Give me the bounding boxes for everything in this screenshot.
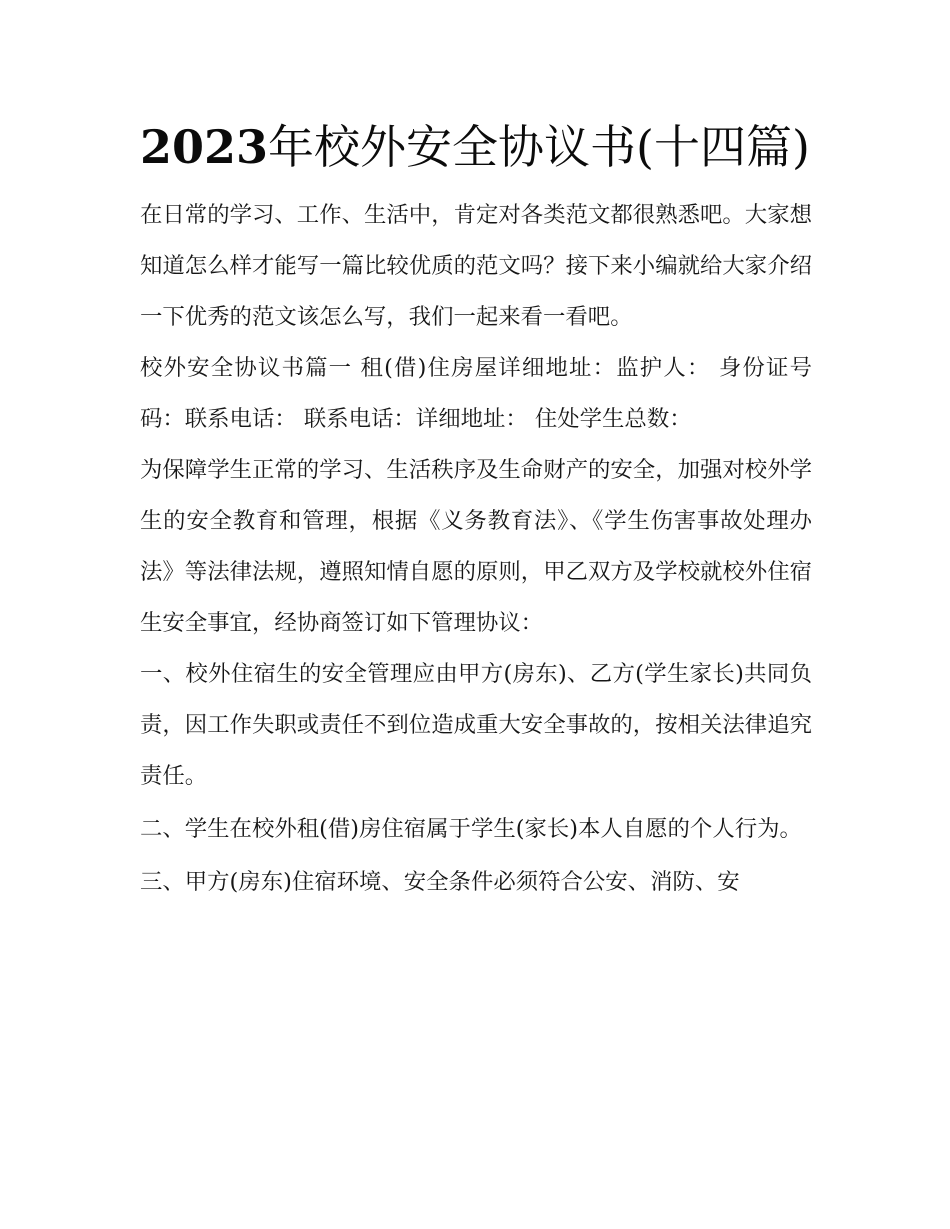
clause-3-paragraph: 三、甲方(房东)住宿环境、安全条件必须符合公安、消防、安 — [140, 869, 740, 895]
agreement-header-paragraph: 校外安全协议书篇一 租(借)住房屋详细地址：监护人： 身份证号码：联系电话： 联系电话：详细地址： 住处学生总数： — [140, 355, 812, 432]
title-text: 年校外安全协议书(十四篇) — [268, 120, 810, 174]
document-title — [140, 108, 812, 186]
intro-paragraph: 在日常的学习、工作、生活中，肯定对各类范文都很熟悉吧。大家想知道怎么样才能写一篇比较优质的范文吗？接下来小编就给大家介绍一下优秀的范文该怎么写，我们一起来看一看吧。 — [140, 202, 812, 330]
clause-2-paragraph: 二、学生在校外租(借)房住宿属于学生(家长)本人自愿的个人行为。 — [140, 816, 802, 842]
clause-1-paragraph: 一、校外住宿生的安全管理应由甲方(房东)、乙方(学生家长)共同负责，因工作失职或责任不到位造成重大安全事故的，按相关法律追究责任。 — [140, 661, 812, 789]
title-year: 2023 — [140, 120, 269, 174]
purpose-paragraph: 为保障学生正常的学习、生活秩序及生命财产的安全，加强对校外学生的安全教育和管理，根据《义务教育法》、《学生伤害事故处理办法》等法律法规，遵照知情自愿的原则，甲乙双方及学校就校外住宿生安全事宜，经协商签订如下管理协议： — [140, 457, 812, 636]
document-body — [140, 108, 812, 908]
